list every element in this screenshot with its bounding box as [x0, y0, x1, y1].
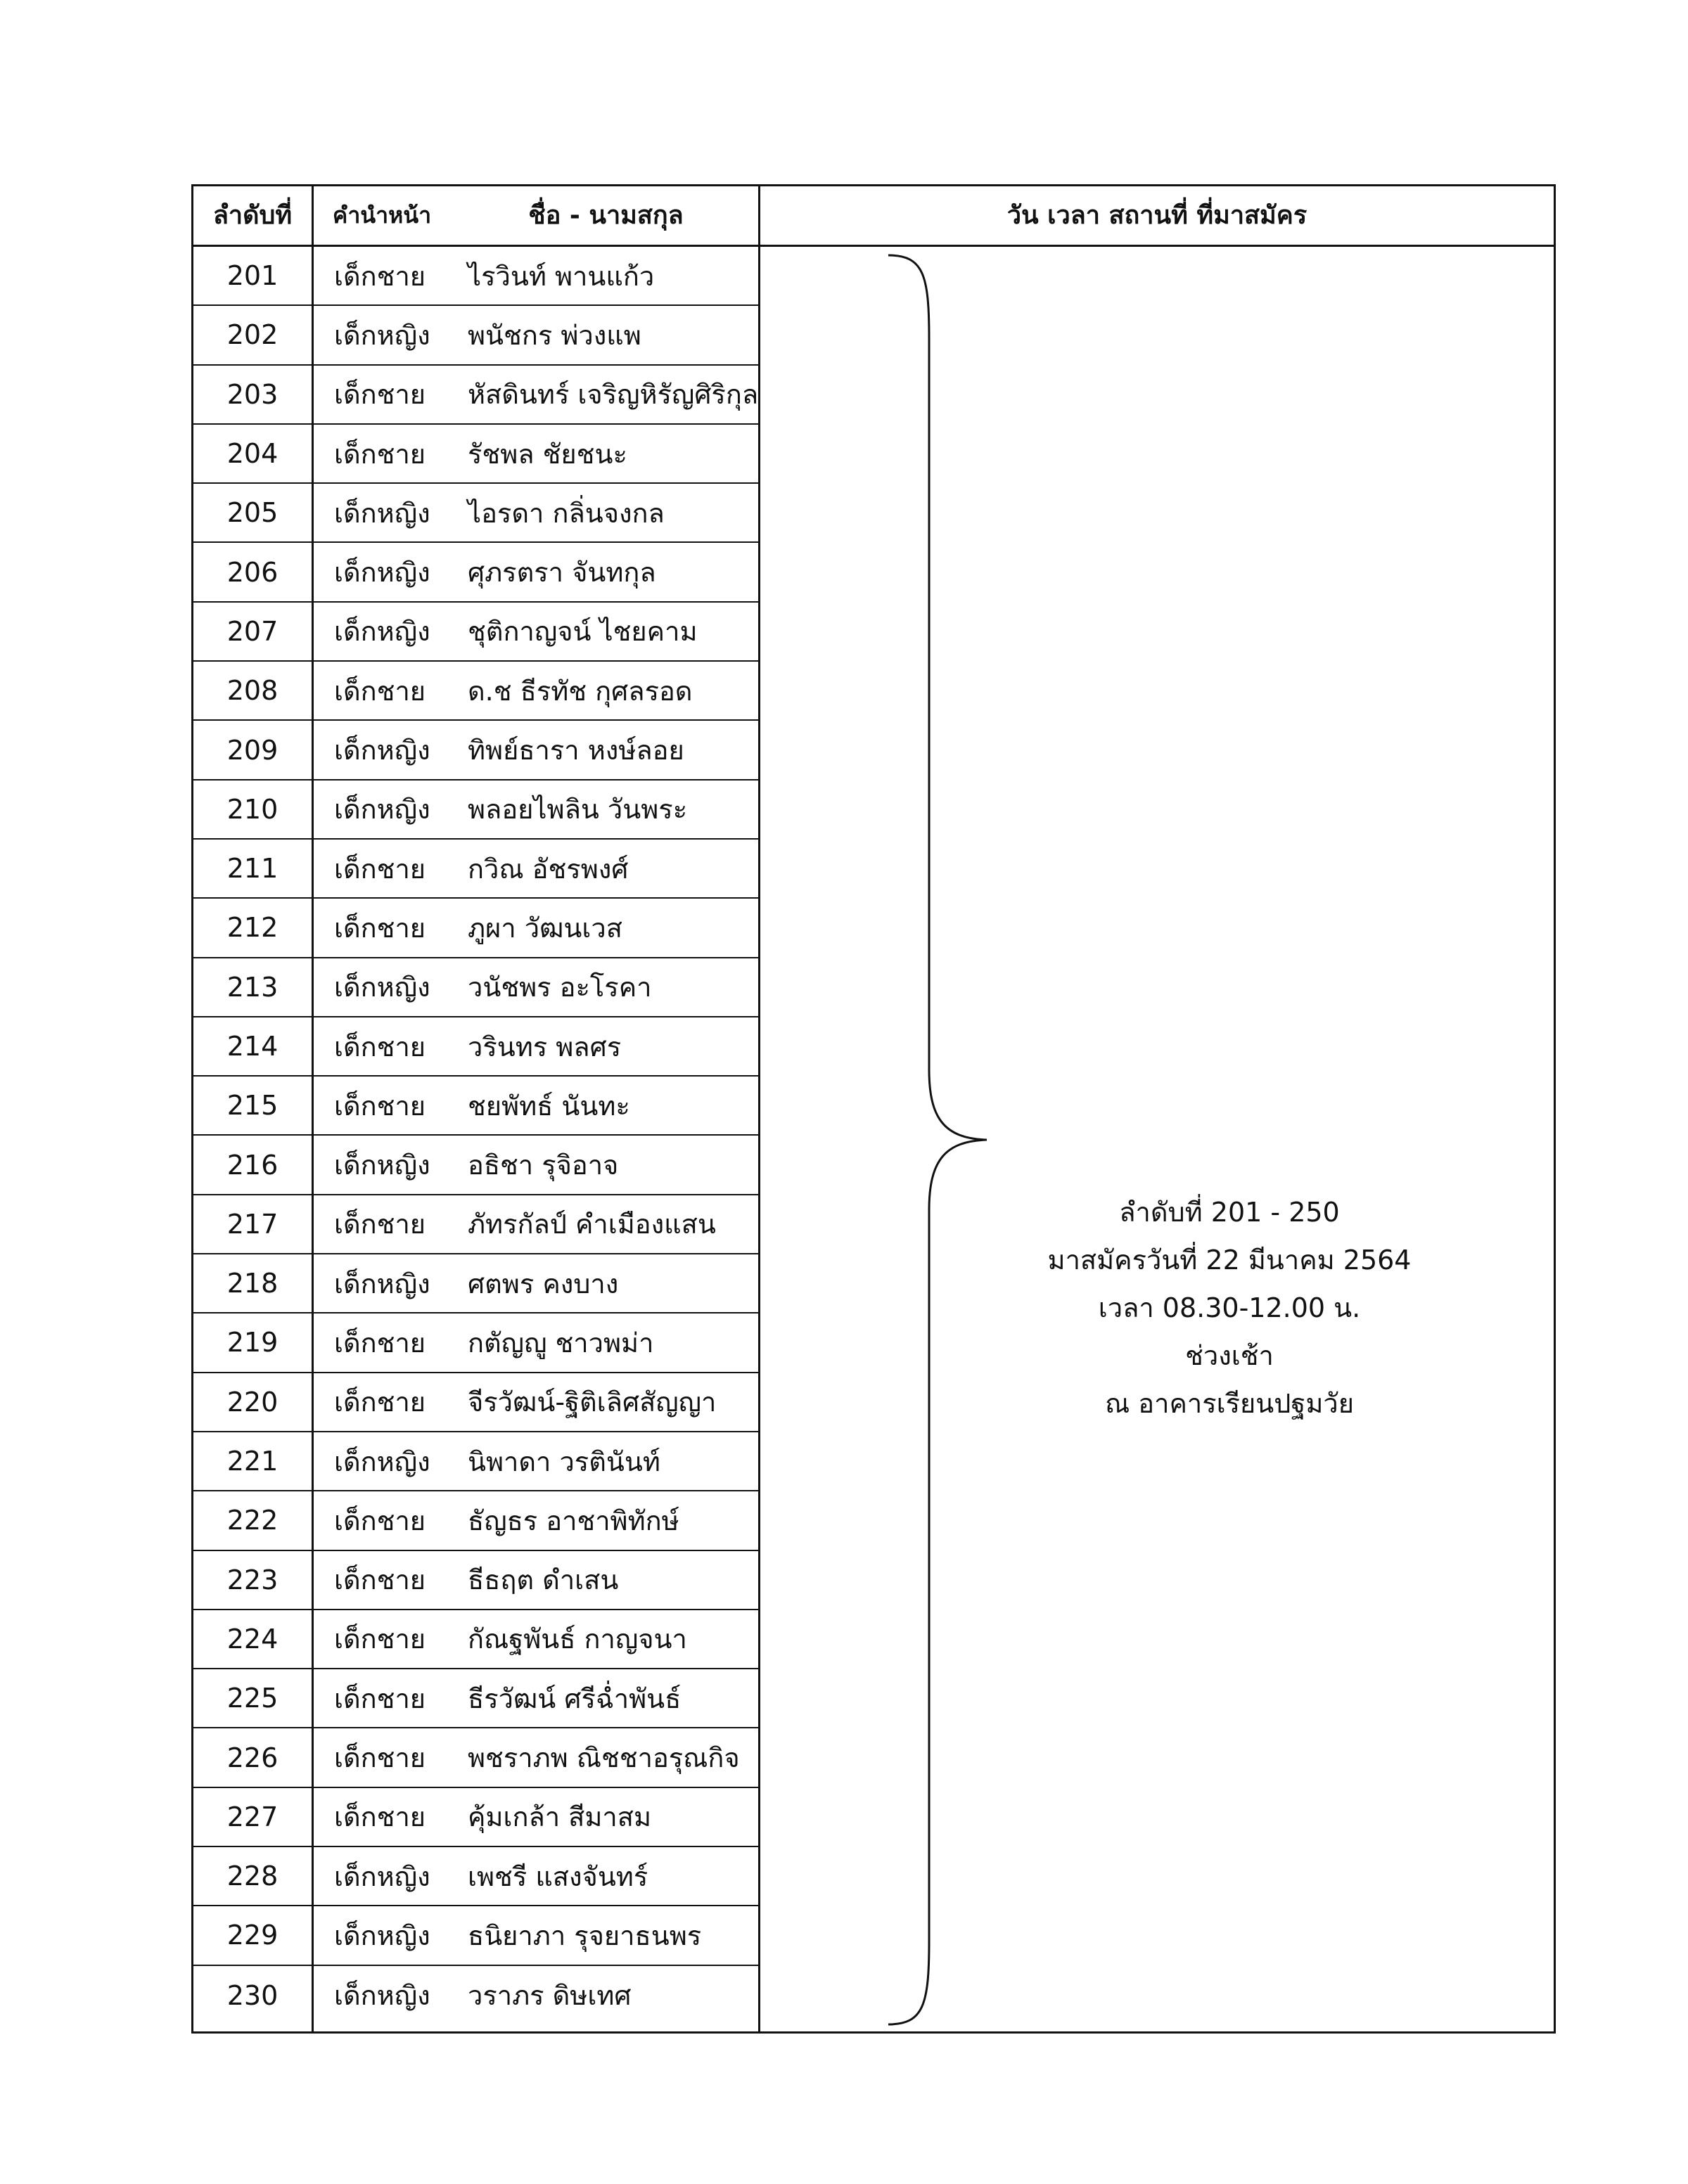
table-row	[193, 1017, 758, 1077]
row-number: 227	[226, 1801, 279, 1832]
row-number: 220	[226, 1386, 279, 1418]
table-row	[193, 1847, 758, 1906]
row-number: 204	[226, 438, 279, 470]
row-number: 216	[226, 1149, 279, 1181]
row-name: วนัชพร อะโรคา	[468, 972, 652, 1003]
row-title: เด็กชาย	[334, 912, 426, 944]
row-name: ด.ช ธีรทัช กุศลรอด	[468, 675, 693, 707]
row-number: 215	[226, 1090, 279, 1122]
row-name: กตัญญู ชาวพม่า	[468, 1327, 654, 1358]
row-number: 229	[226, 1920, 279, 1951]
info-time: เวลา 08.30-12.00 น.	[1098, 1292, 1361, 1323]
row-title: เด็กหญิง	[334, 319, 430, 351]
table-row	[193, 425, 758, 484]
table-row	[193, 1906, 758, 1965]
table-row	[193, 1728, 758, 1787]
row-name: ทิพย์ธารา หงษ์ลอย	[468, 735, 684, 766]
row-title: เด็กชาย	[334, 1090, 426, 1122]
row-name: หัสดินทร์ เจริญหิรัญศิริกุล	[468, 379, 759, 411]
row-title: เด็กชาย	[334, 853, 426, 885]
registration-info	[901, 1188, 1558, 1427]
row-number: 221	[226, 1446, 279, 1477]
row-name: ไอรดา กลิ่นจงกล	[468, 497, 665, 529]
table-row	[193, 899, 758, 958]
row-number: 203	[226, 378, 279, 410]
row-title: เด็กชาย	[334, 1742, 426, 1774]
row-number: 211	[226, 853, 279, 885]
row-name: คุ้มเกล้า สีมาสม	[468, 1801, 651, 1833]
table-row	[193, 1551, 758, 1610]
table-body	[193, 247, 758, 2025]
row-title: เด็กชาย	[334, 1505, 426, 1536]
column-divider	[758, 186, 760, 2031]
row-number: 202	[226, 319, 279, 351]
table-row	[193, 662, 758, 721]
row-number: 212	[226, 912, 279, 944]
row-number: 222	[226, 1505, 279, 1536]
row-title: เด็กชาย	[334, 1209, 426, 1240]
row-number: 228	[226, 1861, 279, 1892]
row-title: เด็กชาย	[334, 1624, 426, 1655]
row-number: 223	[226, 1564, 279, 1595]
table-row	[193, 781, 758, 840]
table-row	[193, 1432, 758, 1491]
table-row	[193, 1313, 758, 1373]
row-title: เด็กหญิง	[334, 972, 430, 1003]
row-title: เด็กหญิง	[334, 497, 430, 529]
row-name: ธัญธร อาชาพิทักษ์	[468, 1505, 679, 1536]
table-row	[193, 1254, 758, 1313]
row-name: ธีรวัฒน์ ศรีฉ่ำพันธ์	[468, 1683, 682, 1714]
table-row	[193, 1491, 758, 1550]
row-number: 214	[226, 1031, 279, 1062]
table-row	[193, 1669, 758, 1728]
row-name: ธนิยาภา รุจยาธนพร	[468, 1920, 702, 1951]
row-title: เด็กชาย	[334, 1387, 426, 1418]
row-title: เด็กชาย	[334, 1801, 426, 1833]
row-number: 224	[226, 1623, 279, 1655]
row-number: 230	[226, 1979, 279, 2011]
info-date: มาสมัครวันที่ 22 มีนาคม 2564	[1047, 1245, 1412, 1276]
row-title: เด็กหญิง	[334, 1268, 430, 1299]
row-name: เพชรี แสงจันทร์	[468, 1861, 648, 1892]
table-row	[193, 1136, 758, 1195]
row-name: ศตพร คงบาง	[468, 1268, 619, 1299]
row-name: จีรวัฒน์-ฐิติเลิศสัญญา	[468, 1387, 717, 1418]
registration-table	[191, 184, 1556, 2034]
header-info: วัน เวลา สถานที่ ที่มาสมัคร	[1006, 201, 1307, 230]
row-title: เด็กหญิง	[334, 1446, 430, 1477]
row-number: 226	[226, 1742, 279, 1773]
row-title: เด็กหญิง	[334, 735, 430, 766]
row-number: 207	[226, 615, 279, 647]
row-title: เด็กหญิง	[334, 1861, 430, 1892]
row-title: เด็กหญิง	[334, 794, 430, 826]
row-number: 201	[226, 260, 279, 292]
row-number: 218	[226, 1268, 279, 1299]
row-title: เด็กชาย	[334, 260, 426, 292]
row-name: ธีธฤต ดำเสน	[468, 1565, 619, 1596]
row-title: เด็กชาย	[334, 379, 426, 411]
table-row	[193, 1195, 758, 1254]
table-row	[193, 1077, 758, 1136]
table-row	[193, 1788, 758, 1847]
row-name: วราภร ดิษเทศ	[468, 1980, 632, 2012]
curly-brace	[888, 254, 1008, 2026]
row-title: เด็กชาย	[334, 675, 426, 707]
table-row	[193, 484, 758, 543]
row-title: เด็กหญิง	[334, 1920, 430, 1951]
row-title: เด็กหญิง	[334, 616, 430, 648]
row-number: 209	[226, 734, 279, 766]
row-name: ภูผา วัฒนเวส	[468, 912, 622, 944]
row-name: พนัชกร พ่วงแพ	[468, 319, 641, 351]
row-title: เด็กหญิง	[334, 1150, 430, 1181]
table-row	[193, 603, 758, 662]
table-row	[193, 721, 758, 780]
row-number: 206	[226, 556, 279, 588]
row-name: รัชพล ชัยชนะ	[468, 438, 627, 470]
row-name: ภัทรกัลป์ คำเมืองแสน	[468, 1209, 716, 1240]
row-number: 217	[226, 1208, 279, 1240]
table-row	[193, 543, 758, 602]
table-row	[193, 1966, 758, 2025]
row-name: กวิณ อัชรพงศ์	[468, 853, 629, 885]
row-title: เด็กหญิง	[334, 1980, 430, 2012]
row-number: 225	[226, 1683, 279, 1714]
row-title: เด็กชาย	[334, 1031, 426, 1062]
table-row	[193, 958, 758, 1017]
table-header	[193, 186, 1554, 247]
row-title: เด็กชาย	[334, 1683, 426, 1714]
row-number: 219	[226, 1327, 279, 1358]
row-title: เด็กชาย	[334, 438, 426, 470]
row-number: 208	[226, 675, 279, 707]
table-row	[193, 1373, 758, 1432]
row-name: นิพาดา วรตินันท์	[468, 1446, 660, 1477]
info-location: ณ อาคารเรียนปฐมวัย	[1104, 1388, 1355, 1419]
header-title: คำนำหน้า	[332, 202, 432, 229]
row-title: เด็กชาย	[334, 1327, 426, 1358]
row-name: อธิชา รุจิอาจ	[468, 1150, 619, 1181]
row-number: 210	[226, 793, 279, 825]
table-row	[193, 247, 758, 306]
table-row	[193, 306, 758, 365]
header-name: ชื่อ - นามสกุล	[528, 201, 684, 230]
header-no: ลำดับที่	[212, 201, 293, 230]
info-period: ช่วงเช้า	[1185, 1340, 1274, 1371]
table-row	[193, 840, 758, 899]
row-name: ชยพัทธ์ นันทะ	[468, 1090, 630, 1122]
row-name: วรินทร พลศร	[468, 1031, 622, 1062]
row-number: 213	[226, 971, 279, 1003]
row-title: เด็กชาย	[334, 1565, 426, 1596]
row-name: ไรวินท์ พานแก้ว	[468, 260, 655, 292]
table-row	[193, 1610, 758, 1669]
row-title: เด็กหญิง	[334, 557, 430, 589]
row-name: กัณฐพันธ์ กาญจนา	[468, 1624, 687, 1655]
row-name: ชุติกาญจน์ ไชยคาม	[468, 616, 698, 648]
row-name: พชราภพ ณิชชาอรุณกิจ	[468, 1742, 740, 1774]
info-range: ลำดับที่ 201 - 250	[1119, 1197, 1340, 1228]
row-number: 205	[226, 497, 279, 529]
row-name: ศุภรตรา จันทกุล	[468, 557, 656, 589]
table-row	[193, 366, 758, 425]
row-name: พลอยไพลิน วันพระ	[468, 794, 688, 826]
